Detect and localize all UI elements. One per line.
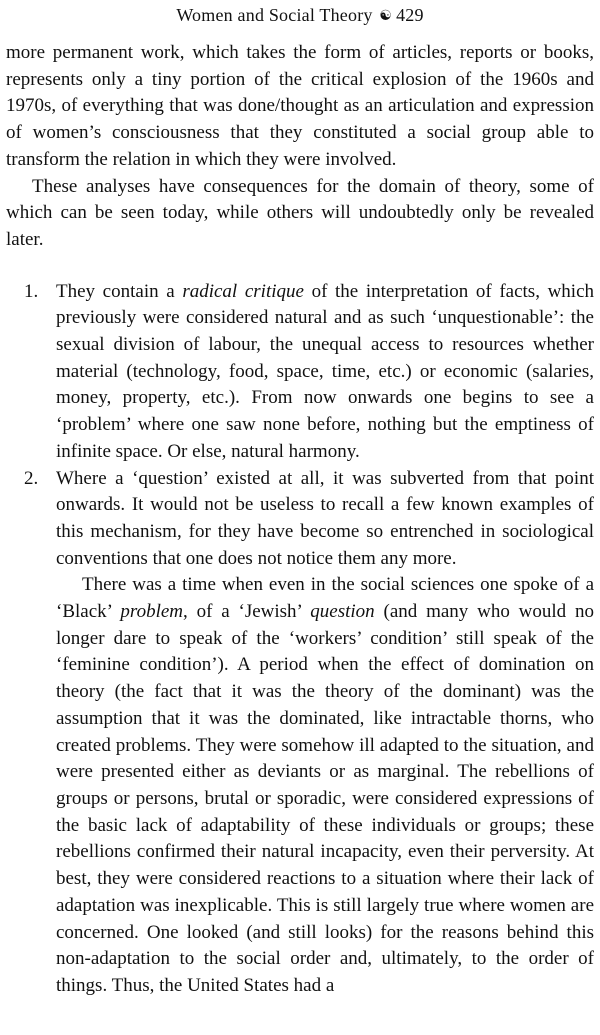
list-item-text: of the interpretation of facts, which previously were considered natural and as such ‘unquestionable’: the sexual division of labour, the unequal access to resources whether material (technology, food, space, time, etc.) or economic (salaries, money, property, etc.). From now onwards one begins to see a ‘problem’ where one saw none before, nothing but the emptiness of infinite space. Or else, natural harmony.: [56, 280, 595, 462]
text-run: There was a time when even in the social sciences one spoke of a ‘Black’: [56, 574, 594, 623]
paragraph-analyses: These analyses have consequences for the domain of theory, some of which can be seen today, while others will undoubtedly only be revealed later.: [6, 175, 594, 250]
list-number: 1.: [24, 280, 39, 302]
section-gap: [6, 254, 594, 279]
emphasis-text: radical critique: [182, 280, 304, 302]
paragraph-domination: [56, 572, 594, 999]
list-item-1: [6, 279, 594, 466]
list-continuation: [6, 572, 594, 999]
text-run: (and many who would no longer dare to speak of the ‘workers’ condition’ still speak of the ‘feminine condition’). A period when the effect of domination on theory (the fact that it was the theory of the dominant) was the assumption that it was the dominated, like intractable thorns, who created problems. They were somehow ill adapted to the situation, and were presented either as deviants or as marginal. The rebellions of groups or persons, brutal or sporadic, were considered expressions of the basic lack of adaptability of these individuals or groups; these rebellions confirmed their natural incapacity, even their perversity. At best, they were considered reactions to a situation where their lack of adaptation was inexplicable. This is still largely true where women are concerned. One looked (and still looks) for the reasons behind this non-adaptation to the social order and, ultimately, to the order of things. Thus, the United States had a: [56, 601, 594, 996]
yin-yang-icon: ☯: [379, 9, 393, 24]
list-item-text: Where a ‘question’ existed at all, it was subverted from that point onwards. It would not be useless to recall a few known examples of this mechanism, for they have become so entrenched in sociological conventions that one does not notice them any more.: [56, 467, 594, 569]
book-page: [6, 0, 594, 1000]
header-title: Women and Social Theory: [176, 5, 373, 25]
numbered-list: [6, 279, 594, 573]
list-item-text: They contain a: [56, 280, 183, 302]
running-header: [6, 4, 594, 28]
list-number: 2.: [24, 467, 39, 489]
list-item-2: [6, 466, 594, 573]
page-number: 429: [396, 5, 424, 25]
emphasis-text: question: [310, 601, 375, 623]
paragraph-continued: more permanent work, which takes the form of articles, reports or books, represents only a tiny portion of the critical explosion of the 1960s and 1970s, of everything that was done/thought as an articulation and expression of women’s consciousness that they constituted a social group able to transform the relation in which they were involved.: [6, 42, 594, 170]
text-run: , of a ‘Jewish’: [183, 601, 311, 623]
emphasis-text: problem: [120, 601, 184, 623]
